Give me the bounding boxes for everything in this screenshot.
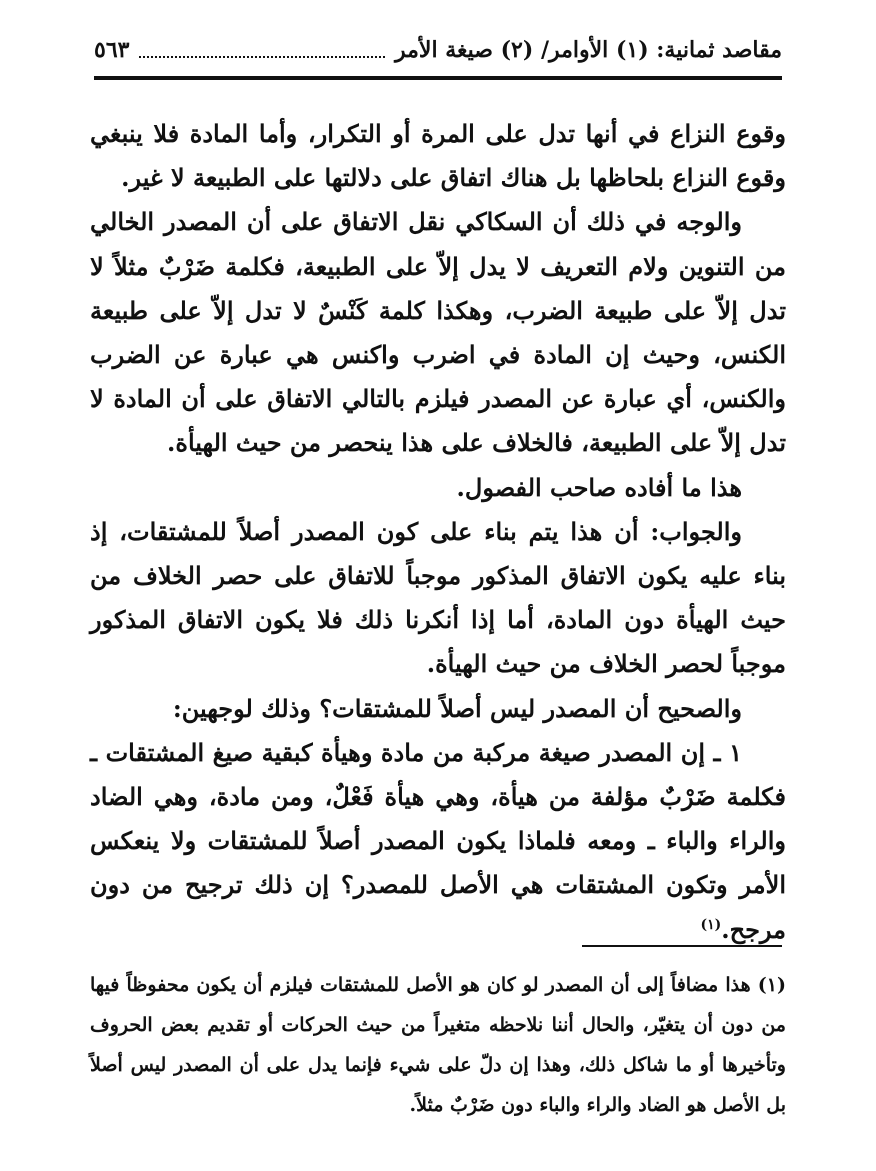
footnote: (١) هذا مضافاً إلى أن المصدر لو كان هو الأصل للمشتقات فيلزم أن يكون محفوظاً فيها من دون أن يتغيّر، والحال أننا نلاحظه متغيراً من حيث الحركات أو تقديم بعض الحروف وتأخيرها أو ما شاكل ذلك، وهذا إن دلّ على شيء فإنما يدل على أن المصدر ليس أصلاً بل الأصل هو الضاد والراء والباء دون ضَرْبٌ مثلاً. bbox=[90, 974, 786, 1116]
paragraph: والجواب: أن هذا يتم بناء على كون المصدر أصلاً للمشتقات، إذ بناء عليه يكون الاتفاق المذكور موجباً للاتفاق على حصر الخلاف من حيث الهيأة دون المادة، أما إذا أنكرنا ذلك فلا يكون الاتفاق المذكور موجباً لحصر الخلاف من حيث الهيأة. bbox=[90, 516, 786, 679]
paragraph: وقوع النزاع في أنها تدل على المرة أو التكرار، وأما المادة فلا ينبغي وقوع النزاع بلحاظها بل هناك اتفاق على دلالتها على الطبيعة لا غير. bbox=[90, 119, 786, 193]
paragraph: والصحيح أن المصدر ليس أصلاً للمشتقات؟ وذلك لوجهين: bbox=[172, 693, 742, 723]
header-dotted-leader bbox=[139, 42, 385, 58]
page-number: ٥٦٣ bbox=[94, 37, 130, 63]
main-text bbox=[90, 112, 786, 952]
paragraph-with-footnote bbox=[90, 731, 786, 952]
paragraph: هذا ما أفاده صاحب الفصول. bbox=[456, 472, 742, 502]
footnote-separator bbox=[582, 945, 782, 947]
footnotes bbox=[90, 965, 786, 1125]
paragraph: والوجه في ذلك أن السكاكي نقل الاتفاق على أن المصدر الخالي من التنوين ولام التعريف لا يدل إلاّ على الطبيعة، فكلمة ضَرْبٌ مثلاً لا تدل إلاّ على طبيعة الضرب، وهكذا كلمة كَنْسٌ لا تدل إلاّ على طبيعة الكنس، وحيث إن المادة في اضرب واكنس هي عبارة عن الضرب والكنس، أي عبارة عن المصدر فيلزم بالتالي الاتفاق على أن المادة لا تدل إلاّ على الطبيعة، فالخلاف على هذا ينحصر من حيث الهيأة. bbox=[90, 207, 787, 458]
header-rule bbox=[94, 76, 782, 80]
footnote-reference: (١) bbox=[700, 916, 722, 933]
page-header bbox=[94, 30, 782, 70]
running-title: مقاصد ثمانية: (١) الأوامر/ (٢) صيغة الأمر bbox=[395, 37, 782, 63]
paragraph-text: ١ ـ إن المصدر صيغة مركبة من مادة وهيأة كبقية صيغ المشتقات ـ فكلمة ضَرْبٌ مؤلفة من هيأة، وهي هيأة فَعْلٌ، ومن مادة، وهي الضاد والراء والباء ـ ومعه فلماذا يكون المصدر أصلاً للمشتقات ولا ينعكس الأمر وتكون المشتقات هي الأصل للمصدر؟ إن ذلك ترجيح من دون مرجح. bbox=[90, 737, 786, 944]
